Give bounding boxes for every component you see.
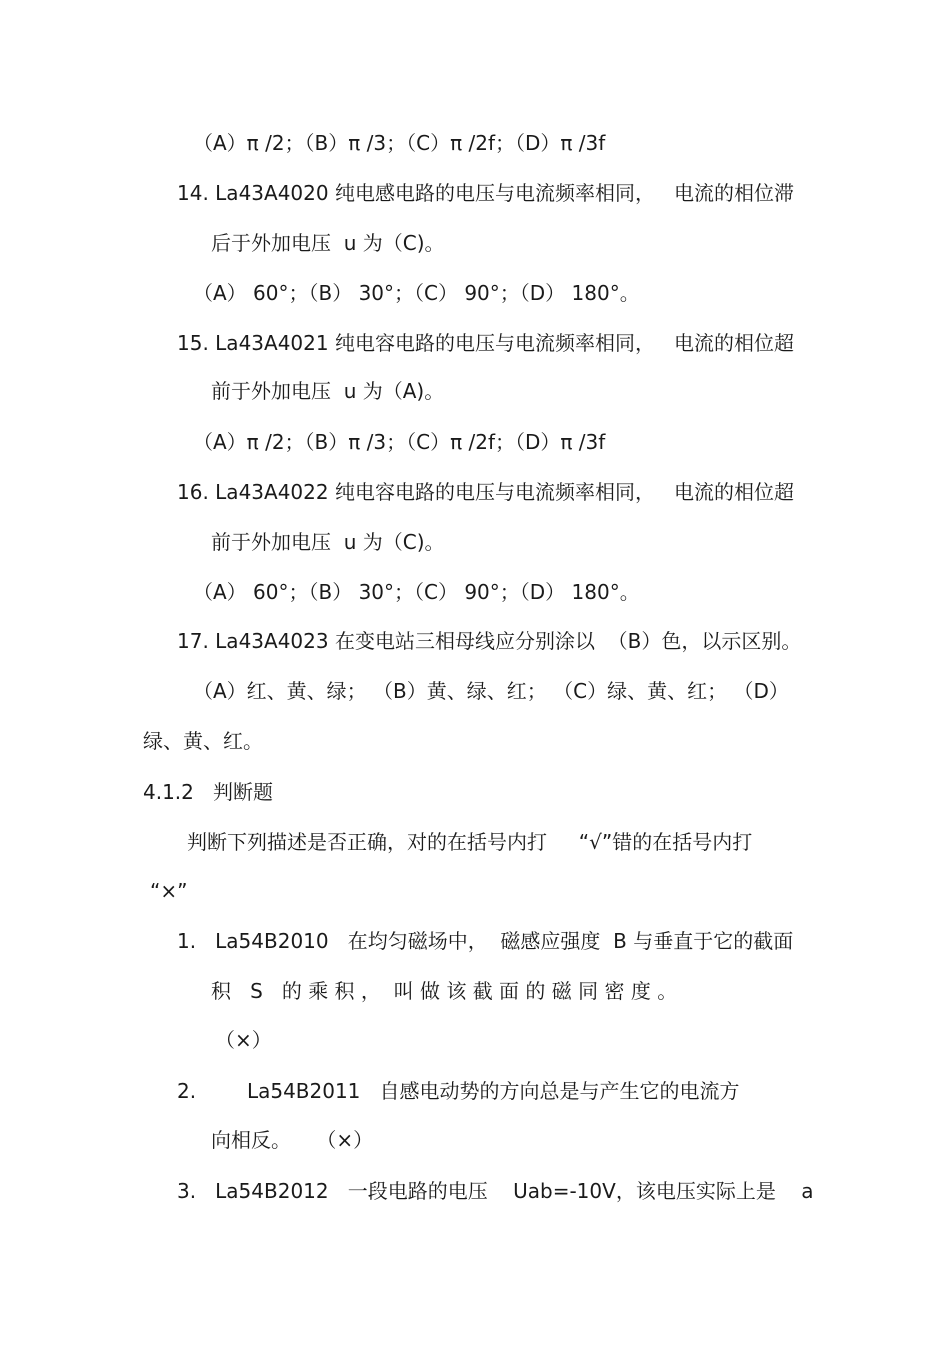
options-q14: （A） 60°；（B） 30°；（C） 90°；（D） 180°。 xyxy=(193,281,640,305)
instructions-line2: “×” xyxy=(150,879,188,903)
question-15-line2: 前于外加电压 u 为（A)。 xyxy=(211,379,445,403)
tf-1-line2: 积 S 的 乘 积 ， 叫 做 该 截 面 的 磁 同 密 度 。 xyxy=(211,979,678,1003)
question-16-line2: 前于外加电压 u 为（C)。 xyxy=(211,530,445,554)
options-q17-line2: 绿、黄、红。 xyxy=(143,729,263,753)
options-q15: （A）π /2；（B）π /3；（C）π /2f；（D）π /3f xyxy=(193,430,606,454)
question-17-line1: 17. La43A4023 在变电站三相母线应分别涂以 （B）色，以示区别。 xyxy=(177,629,802,653)
tf-1-line1: 1. La54B2010 在均匀磁场中， 磁感应强度 B 与垂直于它的截面 xyxy=(177,929,794,953)
options-q16: （A） 60°；（B） 30°；（C） 90°；（D） 180°。 xyxy=(193,580,640,604)
options-q13: （A）π /2；（B）π /3；（C）π /2f；（D）π /3f xyxy=(193,131,606,155)
instructions-line1: 判断下列描述是否正确，对的在括号内打 “√”错的在括号内打 xyxy=(187,830,753,854)
question-14-line1: 14. La43A4020 纯电感电路的电压与电流频率相同， 电流的相位滞 xyxy=(177,181,795,205)
question-14-line2: 后于外加电压 u 为（C)。 xyxy=(211,231,445,255)
tf-3-line1: 3. La54B2012 一段电路的电压 Uab=-10V，该电压实际上是 a xyxy=(177,1179,814,1203)
options-q17-line1: （A）红、黄、绿； （B）黄、绿、红； （C）绿、黄、红； （D） xyxy=(193,679,789,703)
question-15-line1: 15. La43A4021 纯电容电路的电压与电流频率相同， 电流的相位超 xyxy=(177,331,795,355)
tf-1-answer: （×） xyxy=(215,1028,272,1052)
question-16-line1: 16. La43A4022 纯电容电路的电压与电流频率相同， 电流的相位超 xyxy=(177,480,795,504)
tf-2-line2: 向相反。 （×） xyxy=(211,1128,374,1152)
section-heading: 4.1.2 判断题 xyxy=(143,780,273,804)
tf-2-line1: 2. La54B2011 自感电动势的方向总是与产生它的电流方 xyxy=(177,1079,740,1103)
